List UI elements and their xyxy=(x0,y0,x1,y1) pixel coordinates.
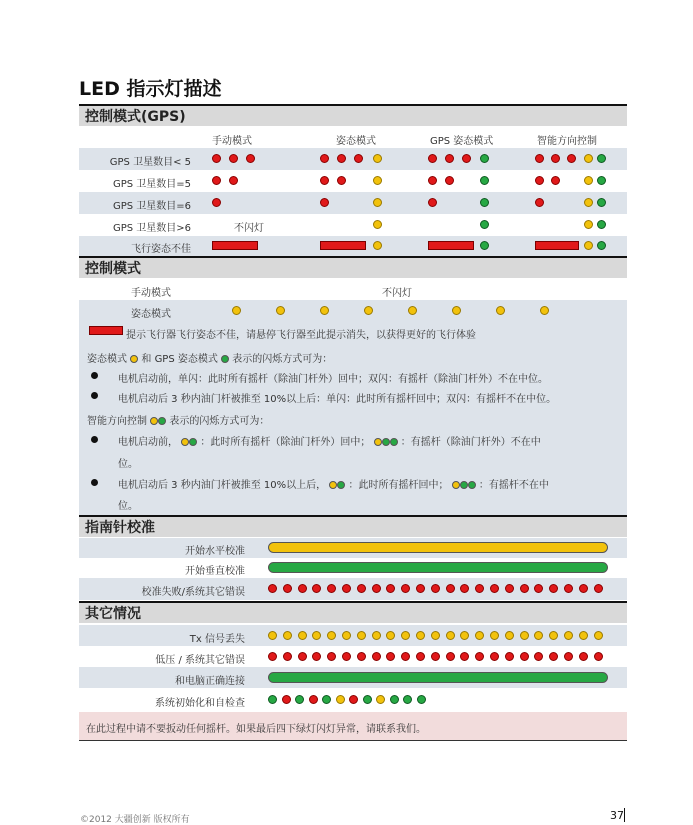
led-yellow xyxy=(150,417,158,425)
led-red xyxy=(386,584,395,593)
led-yellow xyxy=(342,631,351,640)
led-red xyxy=(298,652,307,661)
led-red xyxy=(567,154,576,163)
led-green xyxy=(382,438,390,446)
led-yellow xyxy=(564,631,573,640)
note-smart-line: 智能方向控制 表示的闪烁方式可为： xyxy=(87,416,270,427)
led-red xyxy=(564,584,573,593)
col-manual: 手动模式 xyxy=(212,136,252,147)
other-row-init-selftest: 系统初始化和自检查 xyxy=(155,698,245,709)
led-yellow xyxy=(452,481,460,489)
led-red xyxy=(312,652,321,661)
led-red-fast-flash xyxy=(268,652,608,662)
led-red xyxy=(505,652,514,661)
led-yellow xyxy=(283,631,292,640)
led-yellow xyxy=(431,631,440,640)
led-red xyxy=(337,176,346,185)
led-red xyxy=(431,652,440,661)
led-red xyxy=(428,176,437,185)
led-green xyxy=(597,241,606,250)
led-yellow xyxy=(386,631,395,640)
led-green xyxy=(597,220,606,229)
led-red xyxy=(372,584,381,593)
led-green xyxy=(480,220,489,229)
led-yellow xyxy=(357,631,366,640)
led-red xyxy=(229,176,238,185)
led-yellow xyxy=(401,631,410,640)
other-row-low-voltage: 低压 / 系统其它错误 xyxy=(155,655,245,666)
led-yellow xyxy=(475,631,484,640)
led-red xyxy=(535,198,544,207)
led-yellow xyxy=(268,631,277,640)
ctrl-row-manual: 手动模式 xyxy=(131,288,171,299)
page-title: LED 指示灯描述 xyxy=(79,78,222,100)
led-green-solid xyxy=(268,672,608,683)
led-yellow xyxy=(320,306,329,315)
col-attitude: 姿态模式 xyxy=(336,136,376,147)
led-red xyxy=(445,176,454,185)
led-red-solid xyxy=(320,241,366,250)
led-red xyxy=(283,584,292,593)
led-green xyxy=(158,417,166,425)
led-green xyxy=(460,481,468,489)
led-red xyxy=(462,154,471,163)
led-yellow xyxy=(416,631,425,640)
led-red xyxy=(551,176,560,185)
led-red xyxy=(534,652,543,661)
led-yellow xyxy=(373,220,382,229)
led-red xyxy=(445,154,454,163)
led-red xyxy=(320,176,329,185)
led-green xyxy=(295,695,304,704)
gps-row-gt6: GPS 卫星数目>6 xyxy=(112,223,191,234)
led-green xyxy=(390,695,399,704)
led-yellow xyxy=(446,631,455,640)
bullet xyxy=(91,479,98,486)
led-red xyxy=(320,198,329,207)
led-selftest-sequence xyxy=(268,695,448,705)
led-red xyxy=(490,584,499,593)
led-red xyxy=(372,652,381,661)
led-green xyxy=(480,154,489,163)
note-bullet-3: 电机启动前， ：此时所有摇杆（除油门杆外）回中； ：有摇杆（除油门杆外）不在中 xyxy=(118,437,541,448)
led-green xyxy=(268,695,277,704)
bullet xyxy=(91,392,98,399)
gps-row-lt5: GPS 卫星数目< 5 xyxy=(109,157,191,168)
led-red xyxy=(549,584,558,593)
led-green xyxy=(480,241,489,250)
section-header-other: 其它情况 xyxy=(79,601,627,623)
led-red xyxy=(431,584,440,593)
led-red xyxy=(594,652,603,661)
led-yellow xyxy=(505,631,514,640)
led-red xyxy=(551,154,560,163)
compass-row-vertical: 开始垂直校准 xyxy=(185,566,245,577)
led-red xyxy=(428,198,437,207)
note-bullet-3-cont: 位。 xyxy=(118,459,138,470)
gps-row-bad-attitude: 飞行姿态不佳 xyxy=(131,244,191,255)
led-red-solid xyxy=(535,241,579,250)
note-bad-attitude: 提示飞行器飞行姿态不佳，请悬停飞行器至此提示消失，以获得更好的飞行体验 xyxy=(126,330,476,341)
led-green xyxy=(390,438,398,446)
led-red-solid xyxy=(428,241,474,250)
led-red xyxy=(401,652,410,661)
led-yellow xyxy=(329,481,337,489)
led-red xyxy=(549,652,558,661)
led-yellow xyxy=(373,198,382,207)
bullet xyxy=(91,436,98,443)
led-yellow xyxy=(520,631,529,640)
note-bullet-4-cont: 位。 xyxy=(118,501,138,512)
led-red xyxy=(312,584,321,593)
led-red xyxy=(357,652,366,661)
led-red xyxy=(354,154,363,163)
led-yellow xyxy=(232,306,241,315)
section-header-compass: 指南针校准 xyxy=(79,515,627,537)
led-red xyxy=(327,652,336,661)
led-green-solid xyxy=(268,562,608,573)
note-modes-line: 姿态模式 和 GPS 姿态模式 表示的闪烁方式可为： xyxy=(87,354,333,365)
led-yellow-solid xyxy=(268,542,608,553)
led-yellow xyxy=(490,631,499,640)
led-yellow xyxy=(327,631,336,640)
led-red xyxy=(475,652,484,661)
led-green xyxy=(480,176,489,185)
led-yellow xyxy=(452,306,461,315)
page-number: 37 xyxy=(610,809,624,822)
led-red xyxy=(446,584,455,593)
ctrl-row-attitude: 姿态模式 xyxy=(131,309,171,320)
led-green xyxy=(403,695,412,704)
led-yellow xyxy=(373,176,382,185)
led-yellow xyxy=(549,631,558,640)
led-yellow xyxy=(460,631,469,640)
other-row-pc-connected: 和电脑正确连接 xyxy=(175,676,245,687)
led-red xyxy=(534,584,543,593)
led-red xyxy=(535,154,544,163)
section-header-control: 控制模式 xyxy=(79,256,627,278)
led-green xyxy=(597,154,606,163)
led-yellow xyxy=(372,631,381,640)
footer-copyright: ©2012 大疆创新 版权所有 xyxy=(80,815,190,825)
led-red xyxy=(327,584,336,593)
led-yellow xyxy=(584,220,593,229)
led-red xyxy=(401,584,410,593)
led-yellow xyxy=(534,631,543,640)
led-yellow xyxy=(373,154,382,163)
led-red xyxy=(342,584,351,593)
led-red xyxy=(416,652,425,661)
led-red xyxy=(416,584,425,593)
led-yellow-fast-flash xyxy=(268,631,608,641)
led-yellow xyxy=(373,241,382,250)
led-yellow xyxy=(181,438,189,446)
no-flash-label: 不闪灯 xyxy=(234,223,264,234)
led-yellow xyxy=(594,631,603,640)
led-red-solid xyxy=(89,326,123,335)
led-red xyxy=(282,695,291,704)
note-bullet-1: 电机启动前，单闪：此时所有摇杆（除油门杆外）回中；双闪：有摇杆（除油门杆外）不在中位。 xyxy=(118,374,548,385)
led-green xyxy=(480,198,489,207)
compass-row-failure: 校准失败/系统其它错误 xyxy=(141,587,245,598)
led-green xyxy=(468,481,476,489)
led-green xyxy=(597,198,606,207)
led-yellow xyxy=(298,631,307,640)
led-red xyxy=(579,652,588,661)
led-red-fast-flash xyxy=(268,584,608,594)
led-red xyxy=(298,584,307,593)
other-row-tx-lost: Tx 信号丢失 xyxy=(189,634,245,645)
led-yellow xyxy=(579,631,588,640)
led-yellow xyxy=(584,241,593,250)
led-yellow xyxy=(336,695,345,704)
led-red xyxy=(594,584,603,593)
bullet xyxy=(91,372,98,379)
gps-row-eq6: GPS 卫星数目=6 xyxy=(112,201,191,212)
led-red xyxy=(460,584,469,593)
led-yellow xyxy=(584,176,593,185)
led-green xyxy=(363,695,372,704)
note-bullet-4: 电机启动后 3 秒内油门杆被推至 10%以上后， ：此时所有摇杆回中； ：有摇杆不在中 xyxy=(118,480,549,491)
compass-row-horizontal: 开始水平校准 xyxy=(185,546,245,557)
led-green xyxy=(337,481,345,489)
led-yellow xyxy=(584,198,593,207)
led-yellow xyxy=(130,355,138,363)
led-green xyxy=(322,695,331,704)
ctrl-no-flash: 不闪灯 xyxy=(382,288,412,299)
led-yellow xyxy=(408,306,417,315)
led-yellow xyxy=(496,306,505,315)
led-red xyxy=(490,652,499,661)
led-red xyxy=(475,584,484,593)
led-red xyxy=(212,154,221,163)
led-yellow xyxy=(364,306,373,315)
led-red xyxy=(337,154,346,163)
col-smart-direction: 智能方向控制 xyxy=(537,136,597,147)
led-red xyxy=(268,584,277,593)
led-red xyxy=(212,176,221,185)
other-note: 在此过程中请不要扳动任何摇杆。如果最后四下绿灯闪灯异常，请联系我们。 xyxy=(86,724,426,735)
led-red xyxy=(342,652,351,661)
col-gps-attitude: GPS 姿态模式 xyxy=(430,136,494,147)
led-red xyxy=(349,695,358,704)
led-red xyxy=(357,584,366,593)
led-red xyxy=(283,652,292,661)
led-red xyxy=(309,695,318,704)
section-header-gps: 控制模式(GPS) xyxy=(79,104,627,126)
led-red xyxy=(268,652,277,661)
led-red xyxy=(386,652,395,661)
led-red xyxy=(505,584,514,593)
led-green xyxy=(221,355,229,363)
led-red xyxy=(520,652,529,661)
gps-row-eq5: GPS 卫星数目=5 xyxy=(112,179,191,190)
led-red xyxy=(579,584,588,593)
led-green xyxy=(417,695,426,704)
led-green xyxy=(189,438,197,446)
led-red xyxy=(428,154,437,163)
led-red xyxy=(246,154,255,163)
led-red xyxy=(446,652,455,661)
led-yellow xyxy=(312,631,321,640)
note-bullet-2: 电机启动后 3 秒内油门杆被推至 10%以上后：单闪：此时所有摇杆回中；双闪：有摇杆不在中位。 xyxy=(118,394,557,405)
led-yellow xyxy=(540,306,549,315)
led-yellow xyxy=(276,306,285,315)
led-red xyxy=(535,176,544,185)
led-green xyxy=(597,176,606,185)
led-red-solid xyxy=(212,241,258,250)
led-yellow xyxy=(584,154,593,163)
led-red xyxy=(229,154,238,163)
led-yellow xyxy=(374,438,382,446)
led-red xyxy=(212,198,221,207)
led-red xyxy=(564,652,573,661)
led-red xyxy=(460,652,469,661)
led-red xyxy=(320,154,329,163)
led-yellow xyxy=(376,695,385,704)
led-red xyxy=(520,584,529,593)
